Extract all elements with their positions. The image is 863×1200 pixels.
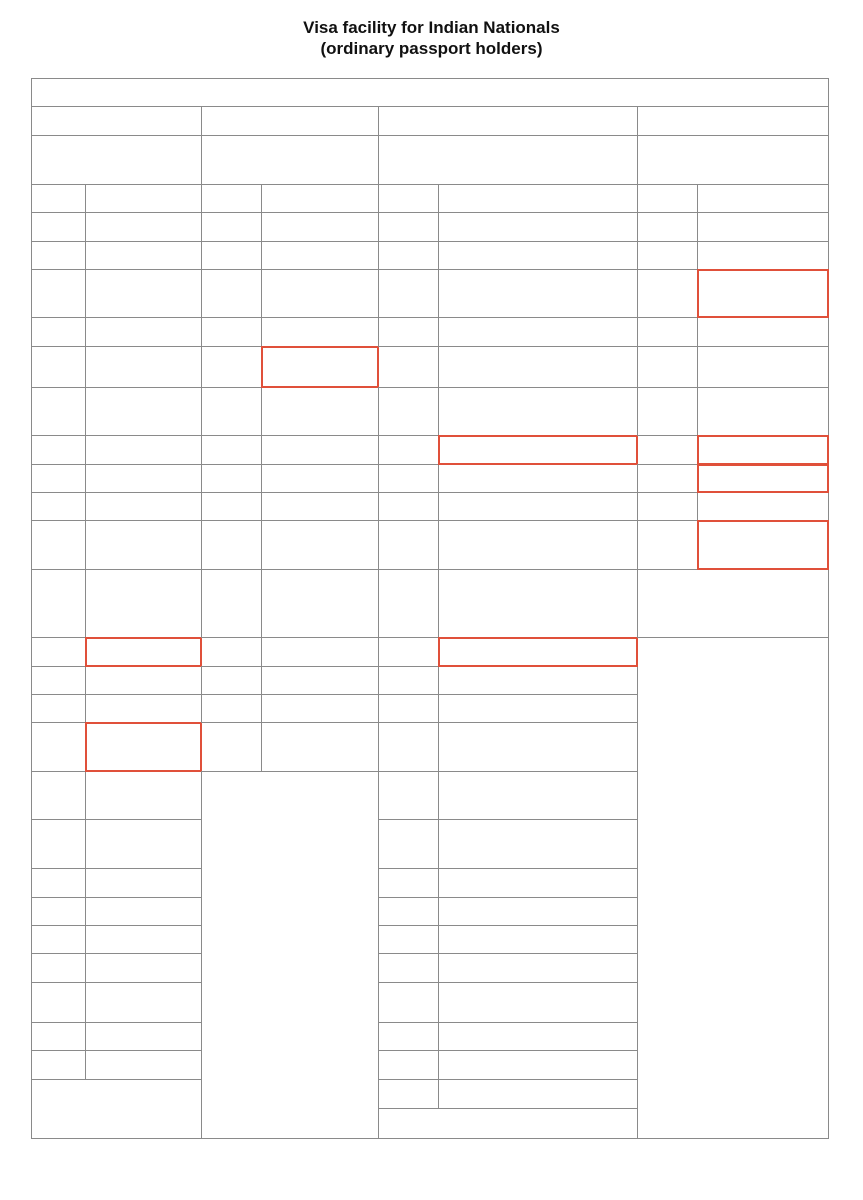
grid-line-horizontal — [31, 387, 202, 388]
grid-line-vertical — [637, 106, 638, 1139]
grid-line-horizontal — [201, 435, 379, 436]
grid-line-horizontal — [378, 184, 638, 185]
grid-line-horizontal — [637, 212, 829, 213]
grid-line-horizontal — [378, 897, 638, 898]
grid-line-horizontal — [378, 694, 638, 695]
grid-line-horizontal — [201, 317, 379, 318]
grid-line-horizontal — [378, 212, 638, 213]
grid-line-horizontal — [378, 317, 638, 318]
grid-line-horizontal — [201, 492, 379, 493]
grid-line-horizontal — [201, 569, 379, 570]
grid-line-horizontal — [378, 520, 638, 521]
grid-line-horizontal — [31, 982, 202, 983]
grid-line-horizontal — [31, 1079, 202, 1080]
grid-line-horizontal — [201, 184, 379, 185]
grid-line-horizontal — [31, 868, 202, 869]
grid-line-horizontal — [31, 492, 202, 493]
grid-line-horizontal — [378, 387, 638, 388]
grid-line-horizontal — [31, 925, 202, 926]
grid-line-horizontal — [31, 1022, 202, 1023]
highlight-box — [697, 435, 829, 465]
grid-line-horizontal — [31, 464, 202, 465]
grid-line-horizontal — [31, 346, 202, 347]
grid-line-horizontal — [31, 1138, 829, 1139]
grid-line-horizontal — [378, 1108, 638, 1109]
highlight-box — [697, 464, 829, 493]
title-line-2: (ordinary passport holders) — [320, 39, 543, 58]
highlight-box — [697, 269, 829, 318]
grid-line-vertical — [31, 78, 32, 1139]
grid-line-horizontal — [31, 520, 202, 521]
grid-line-horizontal — [637, 637, 829, 638]
grid-line-horizontal — [201, 694, 379, 695]
title-line-1: Visa facility for Indian Nationals — [303, 18, 560, 37]
grid-line-horizontal — [201, 241, 379, 242]
grid-line-horizontal — [378, 953, 638, 954]
grid-line-horizontal — [31, 106, 829, 107]
grid-line-horizontal — [31, 317, 202, 318]
grid-line-horizontal — [31, 694, 202, 695]
grid-line-horizontal — [378, 771, 638, 772]
grid-line-horizontal — [31, 569, 202, 570]
grid-line-horizontal — [378, 722, 638, 723]
highlight-box — [85, 637, 202, 667]
highlight-box — [438, 637, 638, 667]
grid-line-horizontal — [378, 1050, 638, 1051]
grid-line-horizontal — [201, 212, 379, 213]
grid-line-horizontal — [378, 819, 638, 820]
highlight-box — [261, 346, 379, 388]
grid-line-horizontal — [31, 78, 829, 79]
grid-line-horizontal — [31, 184, 202, 185]
grid-line-horizontal — [378, 982, 638, 983]
grid-line-horizontal — [378, 1022, 638, 1023]
grid-line-horizontal — [378, 868, 638, 869]
grid-line-vertical — [378, 106, 379, 1139]
grid-line-horizontal — [31, 819, 202, 820]
grid-line-horizontal — [31, 212, 202, 213]
grid-line-horizontal — [31, 1050, 202, 1051]
grid-line-vertical — [85, 184, 86, 1080]
grid-line-horizontal — [378, 241, 638, 242]
grid-line-horizontal — [378, 1079, 638, 1080]
highlight-box — [438, 435, 638, 465]
grid-line-horizontal — [201, 666, 379, 667]
grid-line-horizontal — [378, 346, 638, 347]
grid-line-vertical — [261, 184, 262, 772]
grid-line-horizontal — [637, 184, 829, 185]
grid-line-horizontal — [637, 241, 829, 242]
grid-line-horizontal — [201, 520, 379, 521]
highlight-box — [85, 722, 202, 772]
grid-line-horizontal — [201, 464, 379, 465]
grid-line-horizontal — [31, 241, 202, 242]
grid-line-horizontal — [31, 897, 202, 898]
grid-line-horizontal — [201, 269, 379, 270]
grid-line-horizontal — [201, 722, 379, 723]
grid-line-horizontal — [31, 269, 202, 270]
grid-line-horizontal — [378, 569, 638, 570]
grid-line-vertical — [201, 106, 202, 1139]
highlight-box — [697, 520, 829, 570]
grid-line-horizontal — [31, 135, 829, 136]
grid-line-vertical — [828, 78, 829, 1139]
grid-line-horizontal — [31, 435, 202, 436]
grid-line-horizontal — [637, 346, 829, 347]
grid-line-horizontal — [378, 269, 638, 270]
grid-line-horizontal — [637, 387, 829, 388]
grid-line-horizontal — [31, 953, 202, 954]
grid-line-horizontal — [378, 492, 638, 493]
grid-line-horizontal — [201, 771, 379, 772]
grid-line-horizontal — [201, 637, 379, 638]
grid-line-horizontal — [378, 925, 638, 926]
grid-line-vertical — [697, 184, 698, 570]
